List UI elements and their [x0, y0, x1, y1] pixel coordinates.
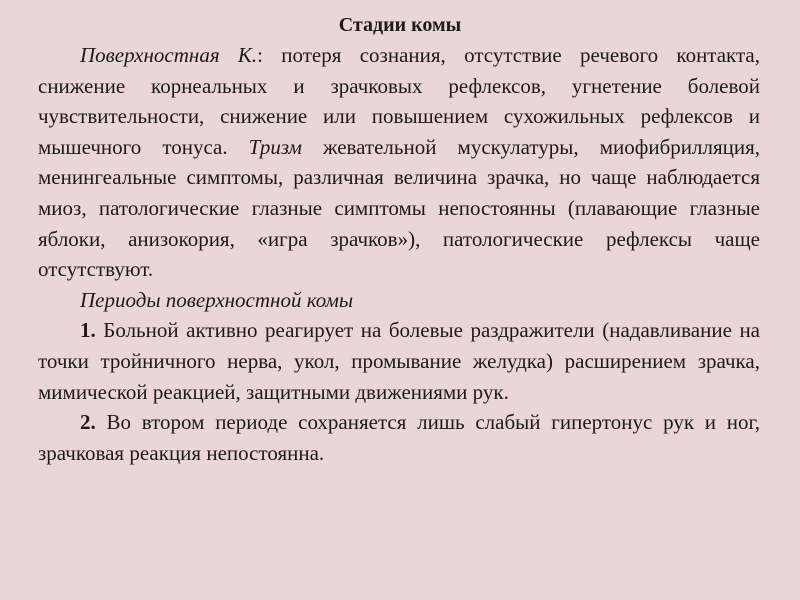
term-trismus: Тризм: [248, 134, 302, 159]
trismus-description: жевательной мускулатуры, миофибрилляция, менингеальные симптомы, различная величина зрачка, но чаще наблюдается миоз, патологические глазные симптомы непостоянны (плавающие глазные яблоки, анизокория, «игра зрачков»), патологические рефлексы чаще отсутствуют.: [38, 134, 760, 282]
period-1-number: 1.: [80, 318, 96, 343]
period-1-paragraph: [38, 315, 760, 407]
term-superficial-coma: Поверхностная К.: [80, 43, 258, 67]
period-2-text: Во втором периоде сохраняется лишь слабый гипертонус рук и ног, зрачковая реакция непостоянна.: [38, 410, 760, 465]
superficial-coma-description: : потеря сознания, отсутствие речевого контакта, снижение корнеальных и зрачковых рефлексов, угнетение болевой чувствительности, снижение или повышением сухожильных рефлексов и мышечного тонуса.: [38, 43, 760, 159]
periods-heading: Периоды поверхностной комы: [80, 287, 354, 312]
superficial-coma-paragraph: [38, 40, 760, 285]
slide-title: Стадии комы: [338, 14, 462, 36]
period-1-text: Больной активно реагирует на болевые раздражители (надавливание на точки тройничного нерва, укол, промывание желудка) расширением зрачка, мимической реакцией, защитными движениями рук.: [38, 318, 760, 404]
period-2-paragraph: [38, 407, 760, 468]
periods-heading-paragraph: [38, 285, 760, 316]
period-2-number: 2.: [80, 410, 96, 435]
